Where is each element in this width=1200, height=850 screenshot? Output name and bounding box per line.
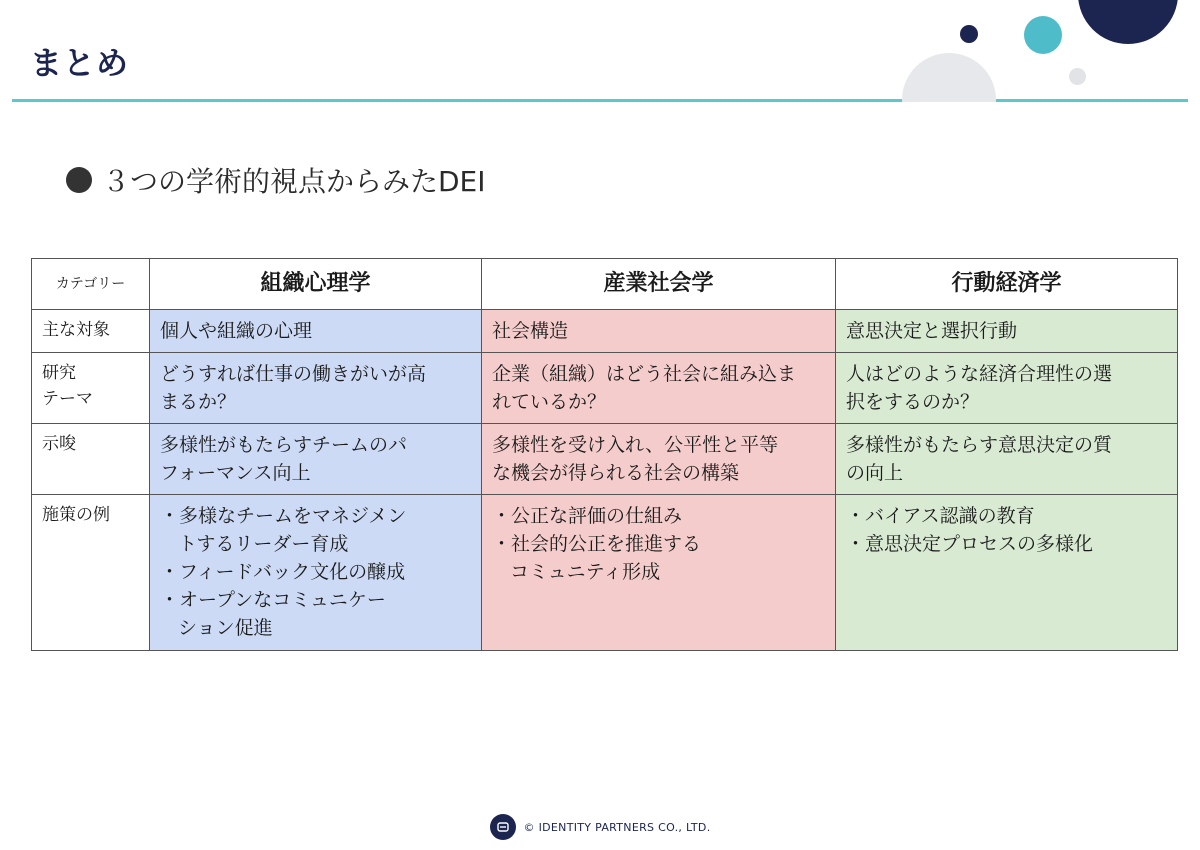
row-header-line: テーマ [42, 389, 93, 409]
identity-partners-logo-icon [490, 814, 516, 840]
footer [0, 814, 1200, 840]
cell-line: 多様性がもたらすチームのパ [160, 434, 408, 456]
cell-line: の向上 [846, 462, 904, 484]
cell-line: コミュニティ形成 [510, 561, 661, 583]
table-row [32, 310, 1178, 353]
table-cell [482, 310, 836, 353]
row-header-research-theme [32, 353, 150, 424]
cell-line: ・社会的公正を推進する [492, 533, 702, 555]
row-header-line: 示唆 [42, 434, 76, 454]
table-cell [150, 424, 482, 495]
table-row [32, 424, 1178, 495]
cell-line: 社会構造 [492, 320, 569, 342]
table-header-row [32, 259, 1178, 310]
table-row [32, 495, 1178, 651]
cell-line: フォーマンス向上 [160, 462, 311, 484]
decor-cover [890, 102, 1010, 152]
cell-line: 多様性を受け入れ、公平性と平等 [492, 434, 779, 456]
decor-circle-gray-small [1069, 68, 1086, 85]
cell-line: トするリーダー育成 [178, 533, 349, 555]
title-divider [12, 99, 1188, 102]
table-cell [482, 353, 836, 424]
dei-comparison-table [31, 258, 1178, 651]
cell-line: 個人や組織の心理 [160, 320, 313, 342]
table-cell [150, 353, 482, 424]
table-cell [836, 353, 1178, 424]
column-header-industrial-sociology: 産業社会学 [482, 259, 836, 310]
table-cell [836, 424, 1178, 495]
cell-line: な機会が得られる社会の構築 [492, 462, 740, 484]
section-heading-text: ３つの学術的視点からみたDEI [102, 165, 486, 198]
cell-line: 人はどのような経済合理性の選 [846, 363, 1113, 385]
cell-line: 意思決定と選択行動 [846, 320, 1018, 342]
cell-line: ・多様なチームをマネジメン [160, 505, 407, 527]
row-header-line: 主な対象 [42, 320, 110, 340]
cell-line: 企業（組織）はどう社会に組み込ま [492, 363, 797, 385]
cell-line: まるか？ [160, 391, 237, 413]
cell-line: ・フィードバック文化の醸成 [160, 561, 406, 583]
table-cell [150, 310, 482, 353]
row-header-line: 施策の例 [42, 505, 110, 525]
decor-circle-navy-large [1078, 0, 1178, 44]
cell-line: ・オープンなコミュニケー [160, 589, 386, 611]
table-row [32, 353, 1178, 424]
row-header-examples [32, 495, 150, 651]
cell-line: どうすれば仕事の働きがいが高 [160, 363, 427, 385]
table-cell [836, 310, 1178, 353]
cell-line: れているか？ [492, 391, 607, 413]
table-cell [482, 495, 836, 651]
decor-circle-teal [1024, 16, 1062, 54]
table-cell [482, 424, 836, 495]
cell-line: ・公正な評価の仕組み [492, 505, 683, 527]
table-corner-header: カテゴリー [32, 259, 150, 310]
column-header-behavioral-economics: 行動経済学 [836, 259, 1178, 310]
bullet-dot-icon [66, 167, 92, 193]
row-header-target [32, 310, 150, 353]
row-header-implication [32, 424, 150, 495]
row-header-line: 研究 [42, 363, 76, 383]
cell-line: 多様性がもたらす意思決定の質 [846, 434, 1113, 456]
decor-circle-navy-small [960, 25, 978, 43]
cell-line: 択をするのか？ [846, 391, 980, 413]
footer-copyright: © IDENTITY PARTNERS CO., LTD. [523, 820, 711, 834]
column-header-org-psychology: 組織心理学 [150, 259, 482, 310]
section-heading [66, 160, 486, 200]
cell-line: ・意思決定プロセスの多様化 [846, 533, 1094, 555]
cell-line: ション促進 [178, 617, 273, 639]
slide-title: まとめ [30, 44, 130, 82]
cell-line: ・バイアス認識の教育 [846, 505, 1035, 527]
table-cell [150, 495, 482, 651]
table-cell [836, 495, 1178, 651]
